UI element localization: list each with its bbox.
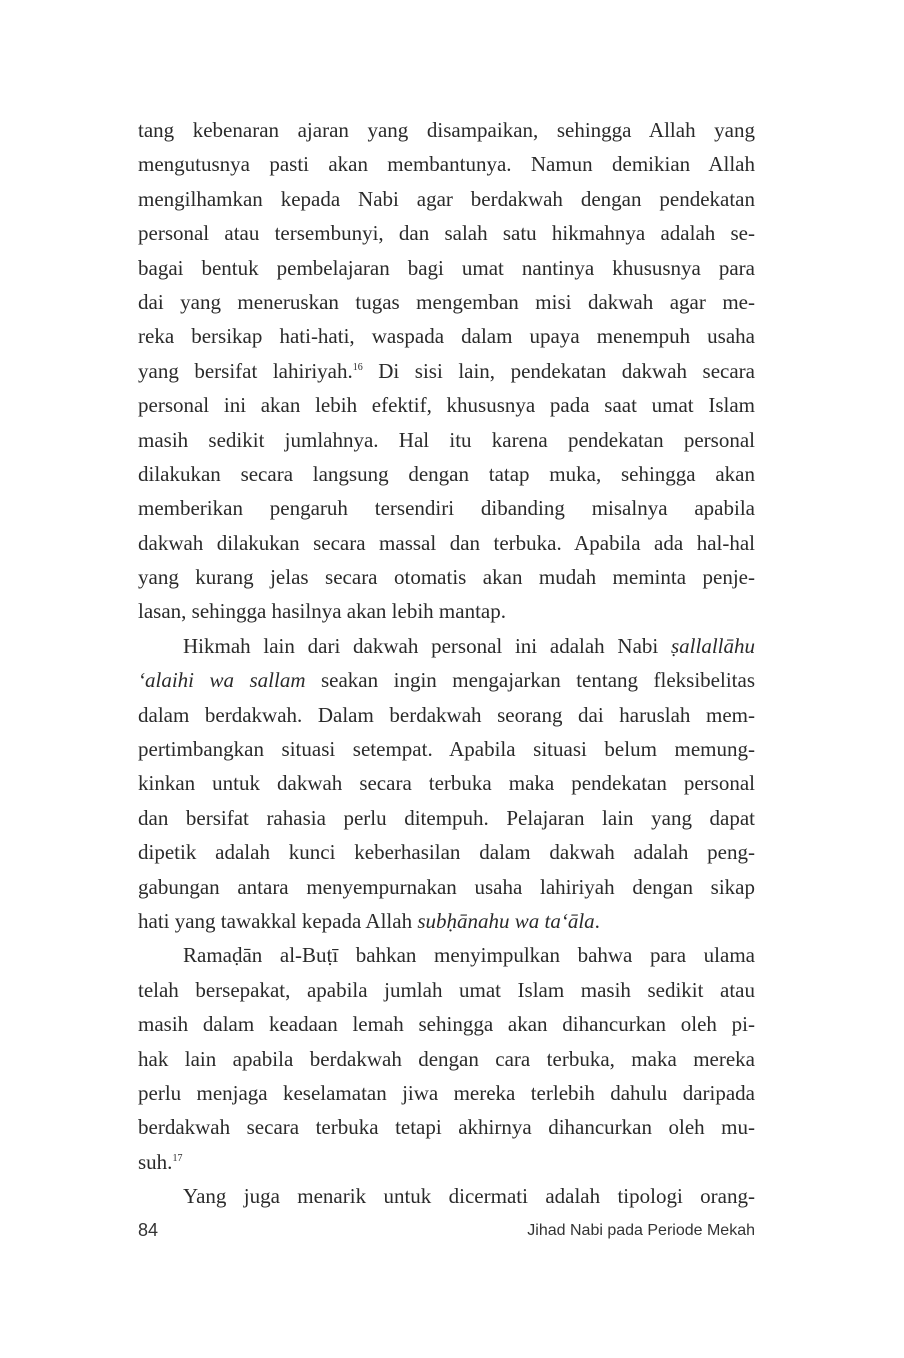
text-segment: personal ini akan lebih efektif, khususnya pada saat umat Islam xyxy=(138,393,755,418)
text-line xyxy=(138,1145,755,1179)
text-segment: suh. xyxy=(138,1149,173,1174)
text-segment: dalam berdakwah. Dalam berdakwah seorang dai haruslah mem- xyxy=(138,702,755,727)
running-title: Jihad Nabi pada Periode Mekah xyxy=(527,1222,755,1239)
body-text xyxy=(138,113,755,1214)
footnote-ref: 17 xyxy=(172,1152,183,1164)
text-segment: reka bersikap hati-hati, waspada dalam upaya menempuh usaha xyxy=(138,324,755,349)
text-line xyxy=(138,1110,755,1144)
text-segment: gabungan antara menyempurnakan usaha lahiriyah dengan sikap xyxy=(138,874,755,899)
text-segment: seakan ingin mengajarkan tentang fleksibelitas xyxy=(305,668,755,693)
text-segment: kinkan untuk dakwah secara terbuka maka pendekatan personal xyxy=(138,771,755,796)
text-line xyxy=(138,732,755,766)
text-segment: yang bersifat lahiriyah. xyxy=(138,358,353,383)
text-segment: masih dalam keadaan lemah sehingga akan dihancurkan oleh pi- xyxy=(138,1012,755,1037)
text-segment: Yang juga menarik untuk dicermati adalah tipologi orang- xyxy=(183,1184,755,1209)
text-segment: mengutusnya pasti akan membantunya. Namun demikian Allah xyxy=(138,152,755,177)
text-segment: masih sedikit jumlahnya. Hal itu karena pendekatan personal xyxy=(138,427,755,452)
text-line xyxy=(138,423,755,457)
text-line xyxy=(138,1007,755,1041)
italic-term: subḥānahu wa ta‘āla xyxy=(417,908,595,933)
text-segment: dilakukan secara langsung dengan tatap muka, sehingga akan xyxy=(138,461,755,486)
text-line xyxy=(138,594,755,628)
text-segment: telah bersepakat, apabila jumlah umat Islam masih sedikit atau xyxy=(138,977,755,1002)
text-line xyxy=(138,1076,755,1110)
text-line xyxy=(138,354,755,388)
text-line xyxy=(138,285,755,319)
text-segment: berdakwah secara terbuka tetapi akhirnya dihancurkan oleh mu- xyxy=(138,1115,755,1140)
text-segment: yang kurang jelas secara otomatis akan mudah meminta penje- xyxy=(138,565,755,590)
text-line xyxy=(138,319,755,353)
text-line xyxy=(138,835,755,869)
text-line xyxy=(138,147,755,181)
text-segment: perlu menjaga keselamatan jiwa mereka terlebih dahulu daripada xyxy=(138,1080,755,1105)
text-line xyxy=(138,457,755,491)
text-segment: lasan, sehingga hasilnya akan lebih mantap. xyxy=(138,599,506,624)
text-line xyxy=(138,1042,755,1076)
italic-term: ṣallallāhu xyxy=(670,633,755,658)
text-segment: Hikmah lain dari dakwah personal ini adalah Nabi xyxy=(183,633,671,658)
page-number: 84 xyxy=(138,1220,159,1240)
text-line xyxy=(138,904,755,938)
text-line xyxy=(138,766,755,800)
text-segment: pertimbangkan situasi setempat. Apabila situasi belum memung- xyxy=(138,737,755,762)
text-segment: Di sisi lain, pendekatan dakwah secara xyxy=(362,358,755,383)
text-line xyxy=(138,216,755,250)
text-segment: tang kebenaran ajaran yang disampaikan, sehingga Allah yang xyxy=(138,118,755,142)
text-segment: Ramaḍān al-Buṭī bahkan menyimpulkan bahwa para ulama xyxy=(183,943,755,968)
text-line xyxy=(138,560,755,594)
text-line xyxy=(138,801,755,835)
text-segment: memberikan pengaruh tersendiri dibanding misalnya apabila xyxy=(138,496,755,521)
text-line xyxy=(138,870,755,904)
text-segment: dai yang meneruskan tugas mengemban misi dakwah agar me- xyxy=(138,289,755,314)
text-line xyxy=(138,973,755,1007)
text-line xyxy=(138,629,755,663)
text-segment: dan bersifat rahasia perlu ditempuh. Pelajaran lain yang dapat xyxy=(138,805,755,830)
italic-term: ‘alaihi wa sallam xyxy=(138,668,306,693)
text-line xyxy=(138,526,755,560)
text-line xyxy=(138,251,755,285)
text-segment: personal atau tersembunyi, dan salah satu hikmahnya adalah se- xyxy=(138,221,755,246)
text-line xyxy=(138,388,755,422)
text-line xyxy=(138,698,755,732)
footnote-ref: 16 xyxy=(352,361,363,373)
text-segment: dakwah dilakukan secara massal dan terbuka. Apabila ada hal-hal xyxy=(138,530,755,555)
text-segment: hati yang tawakkal kepada Allah xyxy=(138,908,418,933)
text-line xyxy=(138,938,755,972)
text-line xyxy=(138,113,755,147)
text-line xyxy=(138,182,755,216)
text-line xyxy=(138,1179,755,1213)
text-line xyxy=(138,663,755,697)
text-segment: dipetik adalah kunci keberhasilan dalam dakwah adalah peng- xyxy=(138,840,755,865)
text-segment: . xyxy=(594,908,600,933)
text-segment: mengilhamkan kepada Nabi agar berdakwah dengan pendekatan xyxy=(138,186,755,211)
text-segment: bagai bentuk pembelajaran bagi umat nantinya khususnya para xyxy=(138,255,755,280)
text-segment: hak lain apabila berdakwah dengan cara terbuka, maka mereka xyxy=(138,1046,755,1071)
text-line xyxy=(138,491,755,525)
